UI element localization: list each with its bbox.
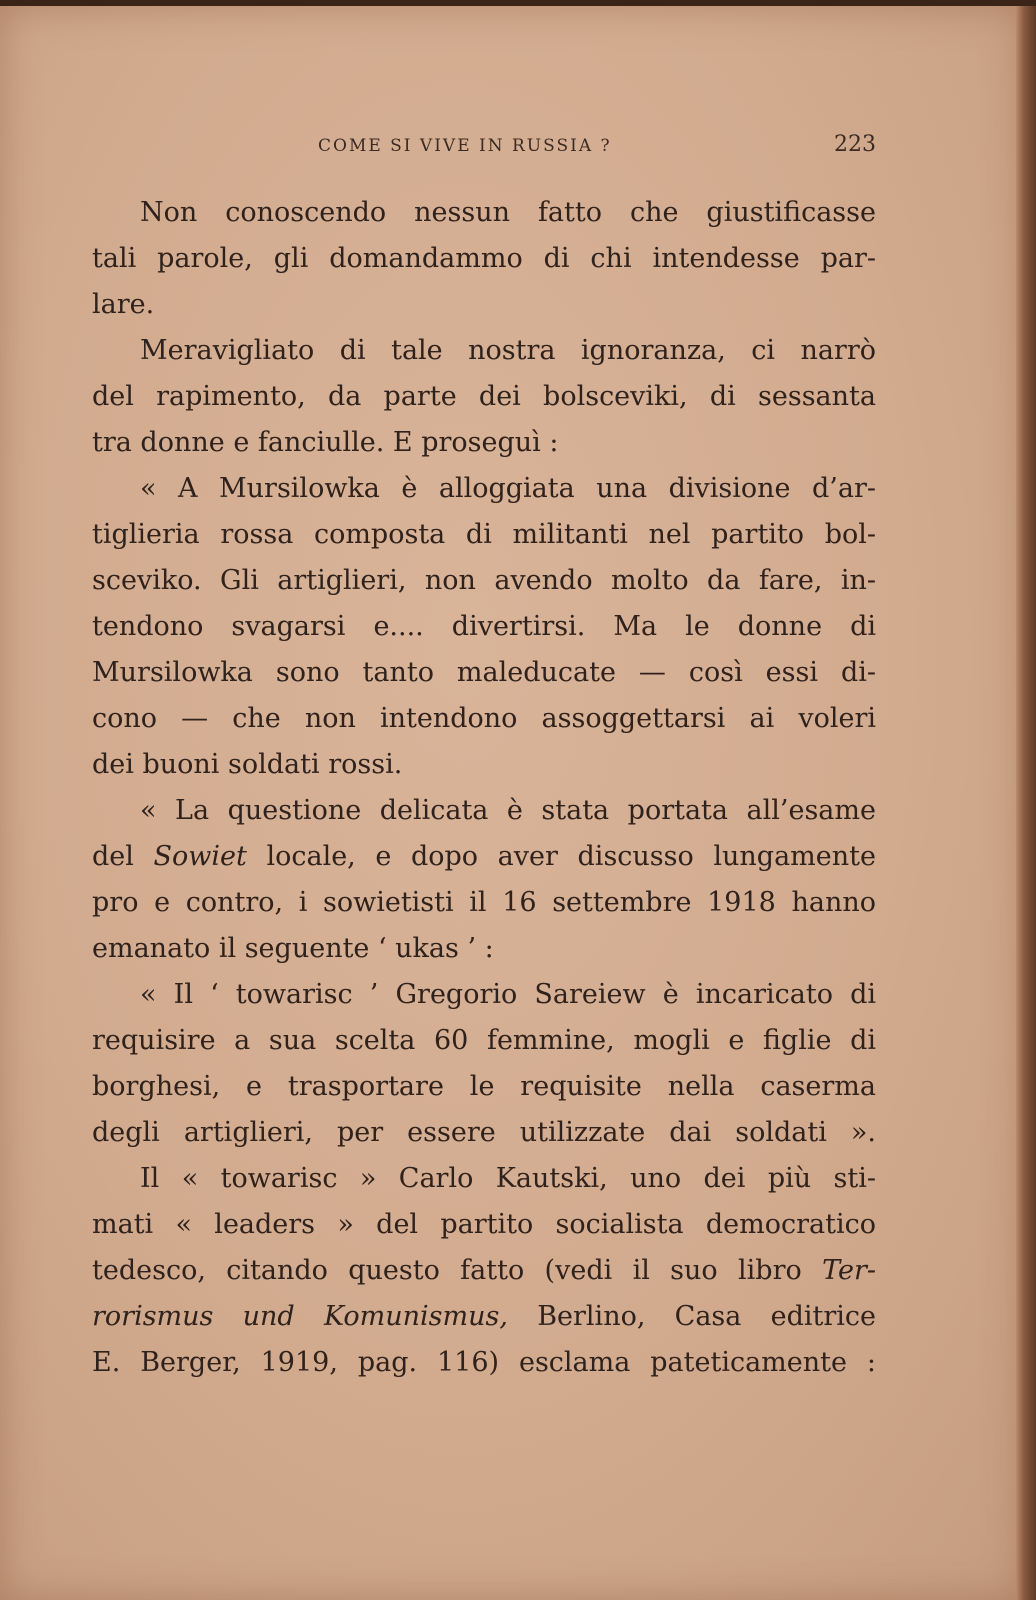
page-edge: [1016, 6, 1036, 1600]
running-title: COME SI VIVE IN RUSSIA ?: [318, 136, 612, 156]
page-number: 223: [834, 132, 876, 157]
running-head: [92, 132, 876, 162]
text-run: Berlino, Casa editrice: [507, 1301, 876, 1332]
text-line: borghesi, e trasportare le requisite nella caserma: [92, 1071, 876, 1102]
text-line: cono — che non intendono assoggettarsi ai voleri: [92, 703, 876, 734]
text-line: tiglieria rossa composta di militanti nel partito bol-: [92, 519, 876, 550]
text-line: Meravigliato di tale nostra ignoranza, ci narrò: [140, 335, 876, 366]
italic-text: rorismus und Komunismus,: [92, 1301, 508, 1332]
text-line: Non conoscendo nessun fatto che giustificasse: [140, 197, 876, 228]
text-run: tedesco, citando questo fatto (vedi il suo libro: [92, 1255, 823, 1286]
text-line: « Il ‘ towarisc ’ Gregorio Sareiew è incaricato di: [140, 979, 876, 1010]
text-line: degli artiglieri, per essere utilizzate dai soldati ».: [92, 1117, 876, 1148]
text-line: [92, 1248, 876, 1294]
text-run: del: [92, 841, 154, 872]
text-line: mati « leaders » del partito socialista democratico: [92, 1209, 876, 1240]
italic-text: Sowiet: [153, 841, 247, 872]
text-line: tra donne e fanciulle. E proseguì :: [92, 427, 559, 458]
text-line: « A Mursilowka è alloggiata una divisione d’ar-: [140, 473, 876, 504]
text-line: [92, 834, 876, 880]
text-run: locale, e dopo aver discusso lungamente: [246, 841, 876, 872]
text-line: Mursilowka sono tanto maleducate — così essi di-: [92, 657, 876, 688]
text-line: requisire a sua scelta 60 femmine, mogli e figlie di: [92, 1025, 876, 1056]
text-line: lare.: [92, 289, 155, 320]
body-text: [92, 190, 876, 1386]
text-line: Il « towarisc » Carlo Kautski, uno dei più sti-: [140, 1163, 876, 1194]
text-line: [92, 1294, 876, 1340]
text-line: E. Berger, 1919, pag. 116) esclama pateticamente :: [92, 1347, 876, 1378]
text-line: « La questione delicata è stata portata all’esame: [140, 795, 876, 826]
text-line: dei buoni soldati rossi.: [92, 749, 403, 780]
text-line: sceviko. Gli artiglieri, non avendo molto da fare, in-: [92, 565, 876, 596]
text-line: tali parole, gli domandammo di chi intendesse par-: [92, 243, 876, 274]
text-line: emanato il seguente ‘ ukas ’ :: [92, 933, 494, 964]
text-line: tendono svagarsi e.... divertirsi. Ma le donne di: [92, 611, 876, 642]
text-line: del rapimento, da parte dei bolsceviki, di sessanta: [92, 381, 876, 412]
text-line: pro e contro, i sowietisti il 16 settembre 1918 hanno: [92, 887, 876, 918]
italic-text: Ter-: [822, 1255, 876, 1286]
